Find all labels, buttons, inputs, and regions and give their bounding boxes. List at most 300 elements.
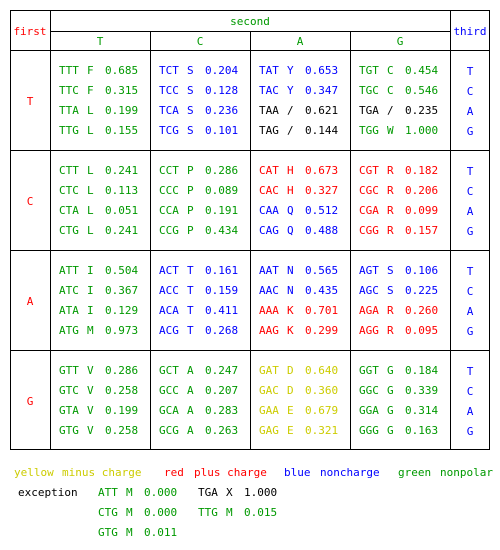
amino-acid: E	[287, 404, 294, 417]
codon: TCA	[159, 104, 179, 117]
amino-acid: N	[287, 264, 294, 277]
codon: ACC	[159, 284, 179, 297]
codon-entry	[59, 185, 145, 197]
frequency: 0.157	[405, 224, 439, 237]
third-base: T	[466, 365, 474, 378]
codon-entry	[59, 165, 145, 177]
codon-entry	[259, 325, 345, 337]
codon: GGA	[359, 404, 379, 417]
second-base-T: T	[96, 35, 104, 48]
frequency: 0.411	[205, 304, 239, 317]
frequency: 1.000	[405, 124, 439, 137]
second-base-C: C	[196, 35, 204, 48]
codon-entry	[159, 165, 245, 177]
codon-entry	[259, 105, 345, 117]
amino-acid: V	[87, 424, 94, 437]
codon: CTG	[98, 506, 118, 519]
codon-entry	[359, 385, 445, 397]
codon-cell	[250, 50, 350, 150]
codon-entry	[359, 365, 445, 377]
frequency: 0.129	[105, 304, 139, 317]
frequency: 0.235	[405, 104, 439, 117]
frequency: 0.546	[405, 84, 439, 97]
codon: GGC	[359, 384, 379, 397]
codon-entry	[59, 285, 145, 297]
codon-entry	[159, 185, 245, 197]
codon-entry	[359, 425, 445, 437]
amino-acid: L	[87, 124, 94, 137]
codon-entry	[159, 365, 245, 377]
third-base: T	[466, 65, 474, 78]
codon-entry	[259, 205, 345, 217]
codon: CGA	[359, 204, 379, 217]
codon-entry	[359, 225, 445, 237]
codon-entry	[359, 285, 445, 297]
amino-acid: N	[287, 284, 294, 297]
amino-acid: P	[187, 224, 194, 237]
frequency: 0.321	[305, 424, 339, 437]
codon-entry	[59, 65, 145, 77]
codon-entry	[159, 405, 245, 417]
codon: ACT	[159, 264, 179, 277]
codon-cell	[350, 50, 450, 150]
amino-acid: T	[187, 284, 194, 297]
codon-cell	[150, 50, 250, 150]
codon: CGT	[359, 164, 379, 177]
codon: ATT	[59, 264, 79, 277]
codon: GTC	[59, 384, 79, 397]
frequency: 0.360	[305, 384, 339, 397]
amino-acid: L	[87, 104, 94, 117]
codon-entry	[159, 325, 245, 337]
amino-acid: A	[187, 384, 194, 397]
frequency: 0.286	[205, 164, 239, 177]
codon-cell	[350, 350, 450, 450]
amino-acid: Q	[287, 204, 294, 217]
second-base-A: A	[296, 35, 304, 48]
codon: GAC	[259, 384, 279, 397]
third-base: T	[466, 165, 474, 178]
codon: CAC	[259, 184, 279, 197]
codon: GCG	[159, 424, 179, 437]
first-base-3: G	[26, 395, 34, 408]
codon: GCT	[159, 364, 179, 377]
amino-acid: I	[87, 264, 94, 277]
codon: CTG	[59, 224, 79, 237]
amino-acid: G	[387, 364, 394, 377]
amino-acid: C	[387, 64, 394, 77]
amino-acid: F	[87, 84, 94, 97]
codon: AAA	[259, 304, 279, 317]
amino-acid: L	[87, 164, 94, 177]
frequency: 0.973	[105, 324, 139, 337]
codon: TCT	[159, 64, 179, 77]
frequency: 0.051	[105, 204, 139, 217]
codon-entry	[59, 385, 145, 397]
frequency: 0.339	[405, 384, 439, 397]
amino-acid: S	[187, 64, 194, 77]
amino-acid: Y	[287, 64, 294, 77]
codon: GTT	[59, 364, 79, 377]
codon-cell	[350, 150, 450, 250]
codon: CCT	[159, 164, 179, 177]
third-base: T	[466, 265, 474, 278]
exception-entry	[98, 507, 184, 519]
amino-acid: E	[287, 424, 294, 437]
amino-acid: S	[387, 264, 394, 277]
codon-entry	[159, 205, 245, 217]
codon-entry	[259, 65, 345, 77]
codon: TGG	[359, 124, 379, 137]
frequency: 0.258	[105, 384, 139, 397]
codon: AGA	[359, 304, 379, 317]
codon: TGA	[359, 104, 379, 117]
codon-entry	[59, 225, 145, 237]
codon-entry	[159, 385, 245, 397]
amino-acid: G	[387, 384, 394, 397]
amino-acid: R	[387, 184, 394, 197]
codon-entry	[259, 305, 345, 317]
codon-entry	[359, 105, 445, 117]
amino-acid: S	[187, 84, 194, 97]
frequency: 0.621	[305, 104, 339, 117]
codon-cell	[50, 150, 150, 250]
codon-entry	[159, 225, 245, 237]
codon-cell	[350, 250, 450, 350]
frequency: 0.247	[205, 364, 239, 377]
frequency: 0.260	[405, 304, 439, 317]
codon: AGT	[359, 264, 379, 277]
codon: GGT	[359, 364, 379, 377]
codon-entry	[59, 405, 145, 417]
frequency: 0.000	[144, 506, 178, 519]
amino-acid: D	[287, 384, 294, 397]
frequency: 0.258	[105, 424, 139, 437]
frequency: 0.159	[205, 284, 239, 297]
frequency: 0.236	[205, 104, 239, 117]
amino-acid: /	[387, 104, 394, 117]
third-base: C	[466, 385, 474, 398]
codon: TAG	[259, 124, 279, 137]
frequency: 0.113	[105, 184, 139, 197]
frequency: 1.000	[244, 486, 278, 499]
third-base: C	[466, 285, 474, 298]
codon: AGG	[359, 324, 379, 337]
codon-entry	[359, 205, 445, 217]
amino-acid: T	[187, 304, 194, 317]
codon-entry	[359, 405, 445, 417]
codon-entry	[59, 205, 145, 217]
grid-line	[10, 10, 490, 11]
codon: TTC	[59, 84, 79, 97]
frequency: 0.199	[105, 404, 139, 417]
codon: CTA	[59, 204, 79, 217]
codon-cell	[50, 250, 150, 350]
codon: CCC	[159, 184, 179, 197]
amino-acid: P	[187, 184, 194, 197]
third-base: A	[466, 405, 474, 418]
codon: TTA	[59, 104, 79, 117]
codon: TGA	[198, 486, 218, 499]
amino-acid: S	[187, 124, 194, 137]
amino-acid: M	[226, 506, 233, 519]
codon-entry	[259, 185, 345, 197]
amino-acid: L	[87, 204, 94, 217]
first-base-1: C	[26, 195, 34, 208]
codon-entry	[59, 85, 145, 97]
amino-acid: I	[87, 304, 94, 317]
frequency: 0.163	[405, 424, 439, 437]
amino-acid: L	[87, 184, 94, 197]
amino-acid: V	[87, 384, 94, 397]
frequency: 0.206	[405, 184, 439, 197]
frequency: 0.207	[205, 384, 239, 397]
third-base: C	[466, 85, 474, 98]
codon: CTC	[59, 184, 79, 197]
frequency: 0.128	[205, 84, 239, 97]
amino-acid: D	[287, 364, 294, 377]
frequency: 0.314	[405, 404, 439, 417]
frequency: 0.191	[205, 204, 239, 217]
frequency: 0.367	[105, 284, 139, 297]
frequency: 0.089	[205, 184, 239, 197]
codon-entry	[359, 185, 445, 197]
frequency: 0.225	[405, 284, 439, 297]
amino-acid: H	[287, 184, 294, 197]
amino-acid: Q	[287, 224, 294, 237]
amino-acid: M	[87, 324, 94, 337]
exception-entry	[98, 527, 184, 539]
frequency: 0.106	[405, 264, 439, 277]
frequency: 0.435	[305, 284, 339, 297]
codon: TTG	[198, 506, 218, 519]
third-base: G	[466, 425, 474, 438]
amino-acid: V	[87, 404, 94, 417]
frequency: 0.434	[205, 224, 239, 237]
second-base-G: G	[396, 35, 404, 48]
third-base: G	[466, 125, 474, 138]
amino-acid: R	[387, 224, 394, 237]
frequency: 0.565	[305, 264, 339, 277]
codon: AAC	[259, 284, 279, 297]
frequency: 0.101	[205, 124, 239, 137]
codon-entry	[359, 265, 445, 277]
frequency: 0.182	[405, 164, 439, 177]
third-base: A	[466, 305, 474, 318]
codon-entry	[159, 65, 245, 77]
third-position-header: third	[453, 25, 487, 38]
codon: ATC	[59, 284, 79, 297]
frequency: 0.268	[205, 324, 239, 337]
codon: GAT	[259, 364, 279, 377]
third-base: C	[466, 185, 474, 198]
frequency: 0.283	[205, 404, 239, 417]
amino-acid: P	[187, 204, 194, 217]
codon: TCC	[159, 84, 179, 97]
frequency: 0.155	[105, 124, 139, 137]
legend-blue-word: blue	[284, 466, 311, 479]
codon: TAT	[259, 64, 279, 77]
legend-green-word: green	[398, 466, 432, 479]
codon-entry	[59, 105, 145, 117]
codon: ATT	[98, 486, 118, 499]
frequency: 0.263	[205, 424, 239, 437]
codon-cell	[150, 150, 250, 250]
codon-entry	[259, 365, 345, 377]
codon-entry	[59, 365, 145, 377]
amino-acid: /	[287, 104, 294, 117]
frequency: 0.000	[144, 486, 178, 499]
exception-entry	[198, 487, 284, 499]
amino-acid: /	[287, 124, 294, 137]
exception-entry	[198, 507, 284, 519]
codon-entry	[259, 405, 345, 417]
frequency: 0.327	[305, 184, 339, 197]
codon-entry	[259, 425, 345, 437]
codon: GTA	[59, 404, 79, 417]
codon: TGT	[359, 64, 379, 77]
frequency: 0.286	[105, 364, 139, 377]
amino-acid: T	[187, 324, 194, 337]
codon: GCA	[159, 404, 179, 417]
amino-acid: V	[87, 364, 94, 377]
amino-acid: P	[187, 164, 194, 177]
exception-label: exception	[18, 486, 78, 499]
codon: CTT	[59, 164, 79, 177]
second-position-header: second	[230, 15, 270, 28]
codon-entry	[159, 125, 245, 137]
codon: GCC	[159, 384, 179, 397]
legend-green-desc: nonpolar	[440, 466, 493, 479]
codon-entry	[159, 305, 245, 317]
amino-acid: F	[87, 64, 94, 77]
codon-entry	[259, 125, 345, 137]
frequency: 0.653	[305, 64, 339, 77]
codon: ACG	[159, 324, 179, 337]
amino-acid: T	[187, 264, 194, 277]
frequency: 0.015	[244, 506, 278, 519]
codon: TTT	[59, 64, 79, 77]
codon-entry	[359, 85, 445, 97]
codon: CAA	[259, 204, 279, 217]
third-base: G	[466, 325, 474, 338]
codon-entry	[59, 305, 145, 317]
amino-acid: R	[387, 324, 394, 337]
first-base-2: A	[26, 295, 34, 308]
legend-red-desc: plus charge	[194, 466, 267, 479]
codon: CAG	[259, 224, 279, 237]
codon-entry	[59, 265, 145, 277]
codon-entry	[259, 165, 345, 177]
amino-acid: A	[187, 404, 194, 417]
codon-entry	[159, 85, 245, 97]
amino-acid: C	[387, 84, 394, 97]
frequency: 0.241	[105, 164, 139, 177]
codon: ATG	[59, 324, 79, 337]
codon: ATA	[59, 304, 79, 317]
codon: CCA	[159, 204, 179, 217]
codon-entry	[259, 85, 345, 97]
frequency: 0.504	[105, 264, 139, 277]
codon-cell	[50, 50, 150, 150]
frequency: 0.241	[105, 224, 139, 237]
amino-acid: R	[387, 204, 394, 217]
amino-acid: A	[187, 424, 194, 437]
codon-entry	[159, 265, 245, 277]
codon: CAT	[259, 164, 279, 177]
frequency: 0.673	[305, 164, 339, 177]
amino-acid: S	[387, 284, 394, 297]
codon: ACA	[159, 304, 179, 317]
codon-entry	[159, 285, 245, 297]
frequency: 0.701	[305, 304, 339, 317]
codon-entry	[359, 65, 445, 77]
codon: AAG	[259, 324, 279, 337]
legend-blue-desc: noncharge	[320, 466, 380, 479]
frequency: 0.204	[205, 64, 239, 77]
third-base: A	[466, 205, 474, 218]
third-base: G	[466, 225, 474, 238]
codon: GGG	[359, 424, 379, 437]
frequency: 0.315	[105, 84, 139, 97]
third-base: A	[466, 105, 474, 118]
amino-acid: W	[387, 124, 394, 137]
amino-acid: H	[287, 164, 294, 177]
codon-cell	[150, 250, 250, 350]
codon-entry	[359, 305, 445, 317]
legend-yellow-desc: minus charge	[62, 466, 142, 479]
amino-acid: K	[287, 304, 294, 317]
amino-acid: X	[226, 486, 233, 499]
frequency: 0.454	[405, 64, 439, 77]
frequency: 0.640	[305, 364, 339, 377]
amino-acid: I	[87, 284, 94, 297]
codon: GAA	[259, 404, 279, 417]
amino-acid: G	[387, 404, 394, 417]
codon-entry	[59, 325, 145, 337]
amino-acid: M	[126, 486, 133, 499]
first-base-0: T	[26, 95, 34, 108]
amino-acid: L	[87, 224, 94, 237]
codon-cell	[250, 350, 350, 450]
codon-entry	[159, 425, 245, 437]
codon-entry	[59, 425, 145, 437]
amino-acid: R	[387, 164, 394, 177]
first-position-header: first	[13, 25, 47, 38]
codon: CGC	[359, 184, 379, 197]
codon: TAA	[259, 104, 279, 117]
codon-entry	[259, 385, 345, 397]
frequency: 0.679	[305, 404, 339, 417]
amino-acid: M	[126, 506, 133, 519]
exception-entry	[98, 487, 184, 499]
codon: GTG	[59, 424, 79, 437]
codon: TAC	[259, 84, 279, 97]
codon-cell	[50, 350, 150, 450]
codon: GTG	[98, 526, 118, 539]
codon: TTG	[59, 124, 79, 137]
codon: GAG	[259, 424, 279, 437]
codon-entry	[259, 285, 345, 297]
codon: AGC	[359, 284, 379, 297]
codon: CGG	[359, 224, 379, 237]
amino-acid: Y	[287, 84, 294, 97]
frequency: 0.099	[405, 204, 439, 217]
codon: CCG	[159, 224, 179, 237]
legend-yellow-word: yellow	[14, 466, 54, 479]
frequency: 0.144	[305, 124, 339, 137]
codon-entry	[359, 125, 445, 137]
